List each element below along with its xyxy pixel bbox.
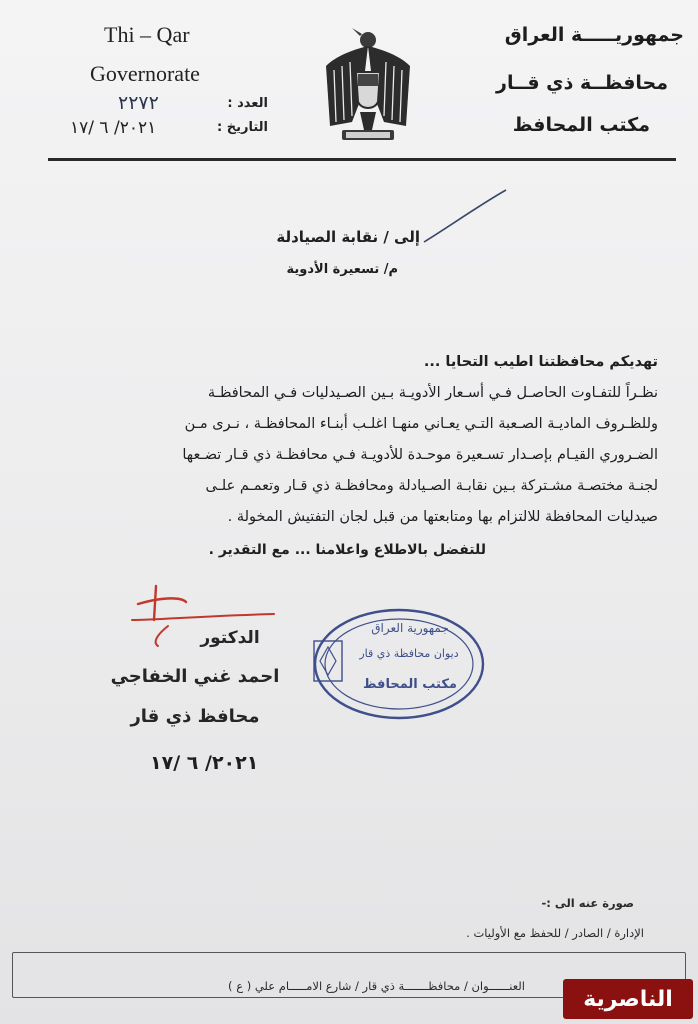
signature-name: احمد غني الخفاجي xyxy=(110,666,280,687)
date-value: ٢٠٢١/ ٦ /١٧ xyxy=(70,118,157,138)
pen-stroke xyxy=(420,186,510,246)
letter-recipient: إلى / نقابة الصيادلة xyxy=(276,228,420,246)
date-label: التاريخ : xyxy=(217,120,268,135)
header-right-line2: محافظــة ذي قــار xyxy=(496,72,668,94)
stamp-line1: جمهورية العراق xyxy=(371,621,449,635)
letter-greeting: تهديكم محافظتنا اطيب التحايا ... xyxy=(423,354,658,370)
header-left-line2: Governorate xyxy=(90,61,200,86)
letter-subject: م/ تسعيرة الأدوية xyxy=(286,262,398,277)
signature-position: محافظ ذي قار xyxy=(130,706,260,727)
date-row xyxy=(70,118,268,140)
stamp-line2: ديوان محافظة ذي قار xyxy=(359,647,459,660)
watermark-label: الناصرية xyxy=(583,986,673,1012)
official-stamp xyxy=(310,605,488,723)
body-line-4: لجنـة مختصـة مشـتركة بـين نقابـة الصـيادلة ومحافظـة ذي قـار وتعمـم علـى xyxy=(205,478,658,494)
copy-label: صورة عنه الى :- xyxy=(541,896,634,910)
header-right-line3: مكتب المحافظ xyxy=(512,114,650,136)
body-line-3: الضـروري القيـام بإصـدار تسـعيرة موحـدة للأدويـة فـي محافظـة ذي قـار تضـعها xyxy=(182,447,658,463)
footer-address: العنــــــوان / محافظـــــــة ذي قار / شارع الامـــــام علي ( ع ) xyxy=(228,979,525,993)
header-left-line1: Thi – Qar xyxy=(104,22,190,47)
number-value: ٢٢٧٢ xyxy=(118,92,159,114)
stamp-line3: مكتب المحافظ xyxy=(363,677,457,692)
header-right-line1: جمهوريـــــة العراق xyxy=(504,24,684,46)
copy-item: الإدارة / الصادر / للحفظ مع الأوليات . xyxy=(466,926,644,940)
iraq-eagle-emblem-icon xyxy=(322,26,414,148)
body-line-1: نظـراً للتفـاوت الحاصـل فـي أسـعار الأدويـة بـين الصـيدليات فـي المحافظـة xyxy=(207,385,658,401)
body-line-2: وللظـروف الماديـة الصـعبة التـي يعـاني منهـا اغلـب أبنـاء المحافظـة ، نـرى مـن xyxy=(184,416,658,432)
signature-title: الدكتور xyxy=(200,628,260,648)
body-line-5: صيدليات المحافظة للالتزام بها ومتابعتها من قبل لجان التفتيش المخولة . xyxy=(227,509,658,525)
alnasiriya-watermark-logo xyxy=(563,979,693,1019)
number-row xyxy=(108,94,268,116)
number-label: العدد : xyxy=(227,96,268,111)
letter-closing: للتفضل بالاطلاع واعلامنا ... مع التقدير . xyxy=(208,542,486,558)
signature-date: ٢٠٢١/ ٦ /١٧ xyxy=(150,752,259,774)
header-divider xyxy=(48,158,676,161)
